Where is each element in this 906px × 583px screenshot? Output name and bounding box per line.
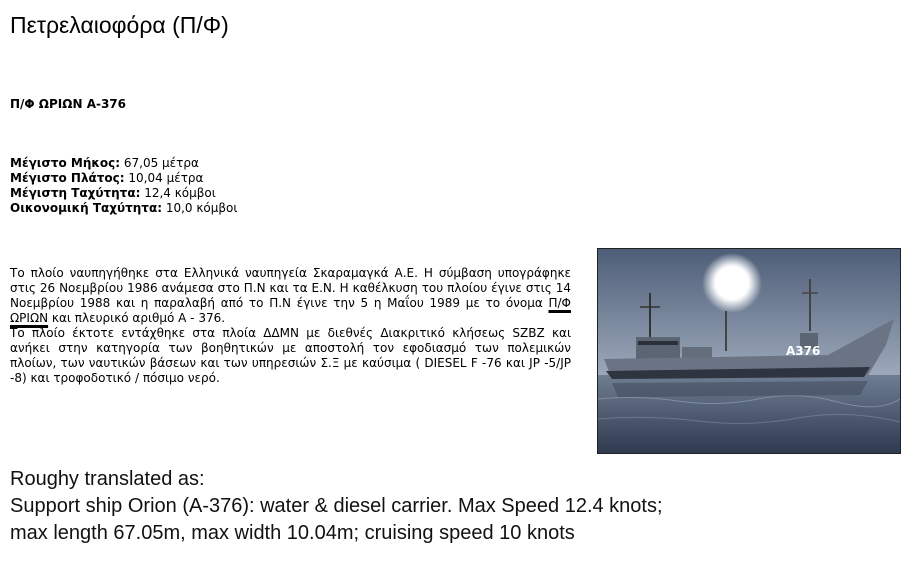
ship-illustration	[598, 249, 900, 453]
spec-value: 10,0 κόμβοι	[162, 201, 238, 215]
ship-photo	[597, 248, 901, 454]
spec-value: 12,4 κόμβοι	[140, 186, 216, 200]
paragraph-text: Το πλοίο ναυπηγήθηκε στα Ελληνικά ναυπηγεία Σκαραμαγκά Α.Ε. Η σύμβαση υπογράφηκε στις 26 Νοεμβρίου 1986 ανάμεσα στο Π.Ν και τα Ε.Ν. Η καθέλκυση του πλοίου έγινε στις 14 Νοεμβρίου 1988 και η παραλαβή από το Π.Ν έγινε την 5 η Μαΐου 1989 με το όνομα	[10, 266, 571, 310]
bridge-windows	[638, 341, 678, 345]
spec-row	[10, 186, 237, 201]
translation-heading: Roughy translated as:	[10, 468, 205, 490]
translation	[10, 466, 690, 547]
spec-value: 10,04 μέτρα	[124, 171, 204, 185]
description-paragraph-2: Το πλοίο έκτοτε εντάχθηκε στα πλοία ΔΔΜΝ με διεθνές Διακριτικό κλήσεως SZBZ και ανήκει στην κατηγορία των βοηθητικών με αποστολή τον εφοδιασμό των πολεμικών πλοίων, των ναυτικών βάσεων και των υπηρεσιών Σ.Ξ με καύσιμα ( DIESEL F -76 και JP -5/JP -8) και τροφοδοτικό / πόσιμο νερό.	[10, 326, 571, 385]
spec-label: Μέγιστη Ταχύτητα:	[10, 186, 141, 200]
spec-list	[10, 156, 237, 216]
spec-value: 67,05 μέτρα	[120, 156, 199, 170]
spec-row	[10, 171, 237, 186]
ship-subtitle: Π/Φ ΩΡΙΩΝ Α-376	[10, 97, 127, 111]
ship-name-link[interactable]: Π/Φ ΩΡΙΩΝ	[10, 296, 571, 325]
spec-label: Μέγιστο Μήκος:	[10, 156, 121, 170]
page-title: Πετρελαιοφόρα (Π/Φ)	[10, 12, 229, 38]
spec-label: Μέγιστο Πλάτος:	[10, 171, 125, 185]
translation-text: Support ship Orion (A-376): water & diesel carrier. Max Speed 12.4 knots; max length 67.05m, max width 10.04m; cruising speed 10 knots	[10, 495, 663, 544]
hull-number: A376	[786, 344, 821, 358]
ship-reflection	[612, 381, 868, 397]
spec-label: Οικονομική Ταχύτητα:	[10, 201, 162, 215]
paragraph-text: και πλευρικό αριθμό Α - 376.	[48, 311, 226, 325]
spec-row	[10, 201, 237, 216]
description-paragraph-1	[10, 266, 571, 326]
sun	[715, 266, 749, 300]
spec-row	[10, 156, 237, 171]
description	[10, 266, 571, 386]
